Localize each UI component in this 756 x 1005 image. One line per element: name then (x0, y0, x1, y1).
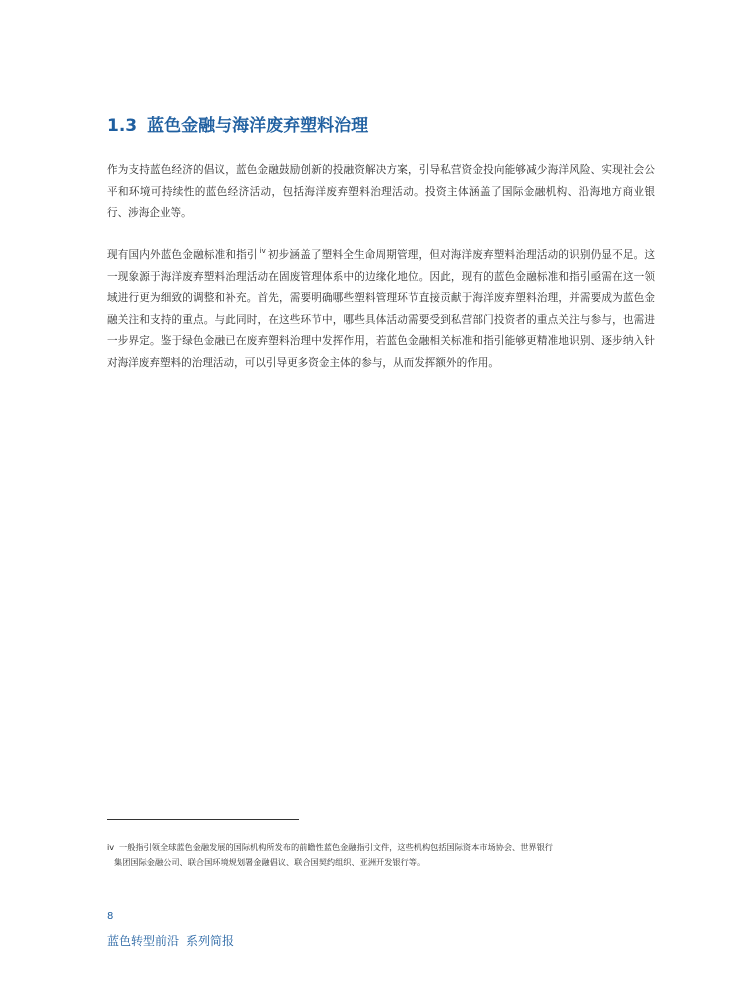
series-title-main: 蓝色转型前沿 (107, 934, 180, 948)
section-heading (107, 113, 368, 139)
footnote (107, 840, 655, 869)
footnote-divider (107, 819, 299, 820)
paragraph-text-start: 现有国内外蓝色金融标准和指引 (107, 249, 258, 261)
series-title (107, 932, 234, 949)
section-title: 蓝色金融与海洋废弃塑料治理 (147, 116, 369, 136)
page-number: 8 (107, 911, 114, 922)
paragraph-standards-gap (107, 245, 655, 375)
footnote-text-1: 一般指引领全球蓝色金融发展的国际机构所发布的前瞻性蓝色金融指引文件，这些机构包括国际资本市场协会、世界银行 (119, 842, 553, 852)
section-number: 1.3 (107, 116, 138, 136)
paragraph-text-rest: 初步涵盖了塑料全生命周期管理，但对海洋废弃塑料治理活动的识别仍显不足。这一现象源于海洋废弃塑料治理活动在固废管理体系中的边缘化地位。因此，现有的蓝色金融标准和指引亟需在这一领域进行更为细致的调整和补充。首先，需要明确哪些塑料管理环节直接贡献于海洋废弃塑料治理，并需要成为蓝色金融关注和支持的重点。与此同时，在这些环节中，哪些具体活动需要受到私营部门投资者的重点关注与参与，也需进一步界定。鉴于绿色金融已在废弃塑料治理中发挥作用，若蓝色金融相关标准和指引能够更精准地识别、逐步纳入针对海洋废弃塑料的治理活动，可以引导更多资金主体的参与，从而发挥额外的作用。 (107, 249, 656, 369)
footnote-marker: iv (107, 842, 115, 852)
paragraph-blue-finance-intro: 作为支持蓝色经济的倡议，蓝色金融鼓励创新的投融资解决方案，引导私营资金投向能够减少海洋风险、实现社会公平和环境可持续性的蓝色经济活动，包括海洋废弃塑料治理活动。投资主体涵盖了国际金融机构、沿海地方商业银行、涉海企业等。 (107, 164, 655, 220)
footnote-line-1 (107, 840, 655, 855)
series-title-sub: 系列简报 (186, 934, 235, 948)
footnote-reference[interactable]: iv (259, 247, 266, 256)
footnote-line-2: 集团国际金融公司、联合国环境规划署金融倡议、联合国契约组织、亚洲开发银行等。 (114, 856, 426, 867)
